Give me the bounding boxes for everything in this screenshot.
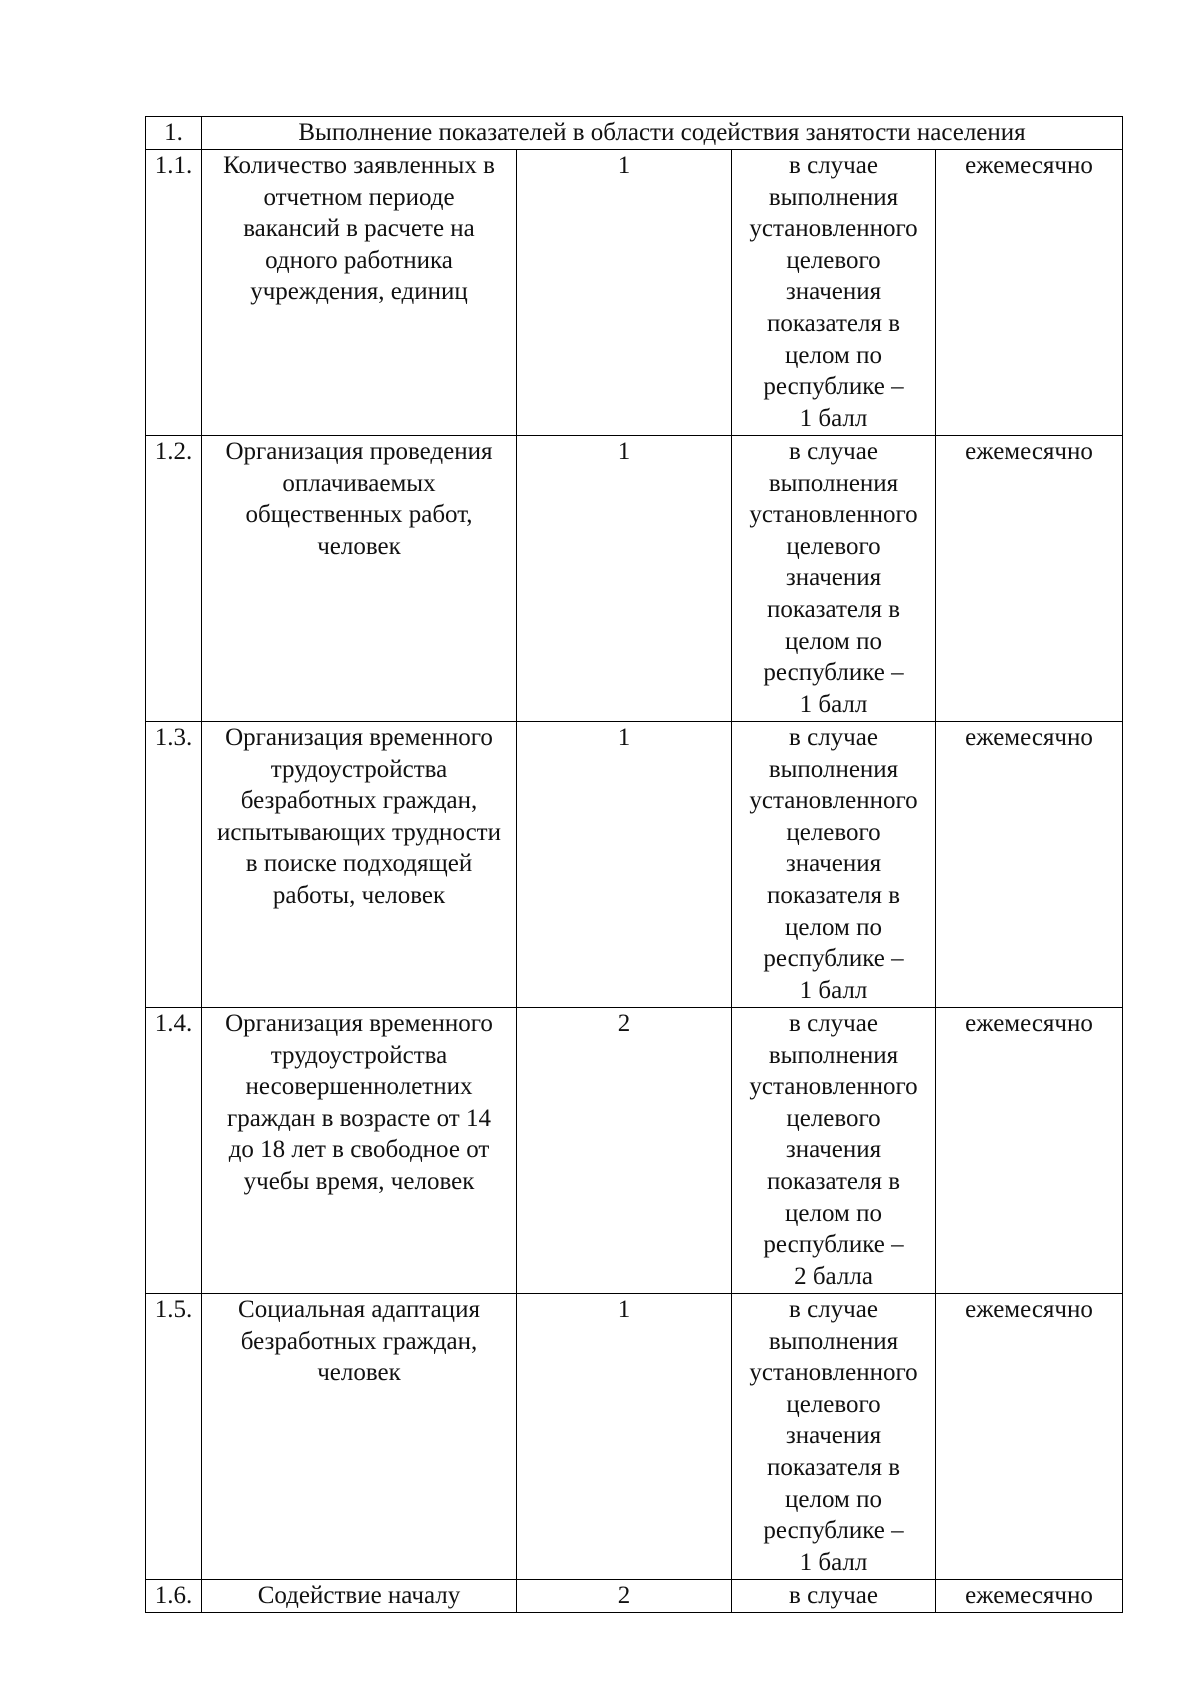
indicator-name-text: Количество заявленных в отчетном периоде вакансий в расчете на одного работника учреждения, единиц	[223, 152, 495, 306]
table-row	[146, 1008, 1123, 1294]
row-number: 1.3.	[146, 722, 202, 1008]
frequency-value: ежемесячно	[936, 150, 1123, 436]
indicator-name	[202, 722, 517, 1008]
condition-cell	[732, 436, 936, 722]
score-value: 1	[517, 722, 732, 1008]
condition-cell	[732, 1580, 936, 1613]
indicator-name	[202, 1580, 517, 1613]
condition-text: в случае выполнения установленного целевого значения показателя в целом по республике – 1 балл	[749, 1296, 918, 1576]
table-row	[146, 150, 1123, 436]
condition-text: в случае выполнения установленного целевого значения показателя в целом по республике – 2 балла	[749, 1010, 918, 1290]
row-number: 1.5.	[146, 1294, 202, 1580]
score-value: 1	[517, 1294, 732, 1580]
indicator-name	[202, 436, 517, 722]
table-row	[146, 722, 1123, 1008]
condition-cell	[732, 1008, 936, 1294]
condition-text: в случае	[789, 1582, 878, 1609]
frequency-value: ежемесячно	[936, 1008, 1123, 1294]
indicator-name	[202, 1008, 517, 1294]
score-value: 1	[517, 436, 732, 722]
row-number: 1.4.	[146, 1008, 202, 1294]
condition-cell	[732, 1294, 936, 1580]
score-value: 2	[517, 1580, 732, 1613]
row-number: 1.6.	[146, 1580, 202, 1613]
section-header-row	[146, 117, 1123, 150]
condition-text: в случае выполнения установленного целевого значения показателя в целом по республике – 1 балл	[749, 724, 918, 1004]
frequency-value: ежемесячно	[936, 1580, 1123, 1613]
frequency-value: ежемесячно	[936, 436, 1123, 722]
score-value: 1	[517, 150, 732, 436]
condition-text: в случае выполнения установленного целевого значения показателя в целом по республике – 1 балл	[749, 152, 918, 432]
table-row	[146, 1294, 1123, 1580]
indicator-name-text: Организация временного трудоустройства безработных граждан, испытывающих трудности в поиске подходящей работы, человек	[217, 724, 501, 909]
condition-text: в случае выполнения установленного целевого значения показателя в целом по республике – 1 балл	[749, 438, 918, 718]
indicator-name-text: Организация временного трудоустройства несовершеннолетних граждан в возрасте от 14 до 18 лет в свободное от учебы время, человек	[225, 1010, 493, 1195]
frequency-value: ежемесячно	[936, 722, 1123, 1008]
condition-cell	[732, 722, 936, 1008]
indicator-name	[202, 1294, 517, 1580]
frequency-value: ежемесячно	[936, 1294, 1123, 1580]
table-row	[146, 1580, 1123, 1613]
section-number: 1.	[146, 117, 202, 150]
indicators-table	[145, 116, 1123, 1613]
condition-cell	[732, 150, 936, 436]
indicator-name-text: Социальная адаптация безработных граждан, человек	[238, 1296, 480, 1387]
indicator-name-text: Организация проведения оплачиваемых общественных работ, человек	[225, 438, 493, 560]
table-row	[146, 436, 1123, 722]
row-number: 1.1.	[146, 150, 202, 436]
indicator-name-text: Содействие началу	[257, 1582, 461, 1609]
row-number: 1.2.	[146, 436, 202, 722]
indicator-name	[202, 150, 517, 436]
section-title: Выполнение показателей в области содействия занятости населения	[202, 117, 1123, 150]
score-value: 2	[517, 1008, 732, 1294]
